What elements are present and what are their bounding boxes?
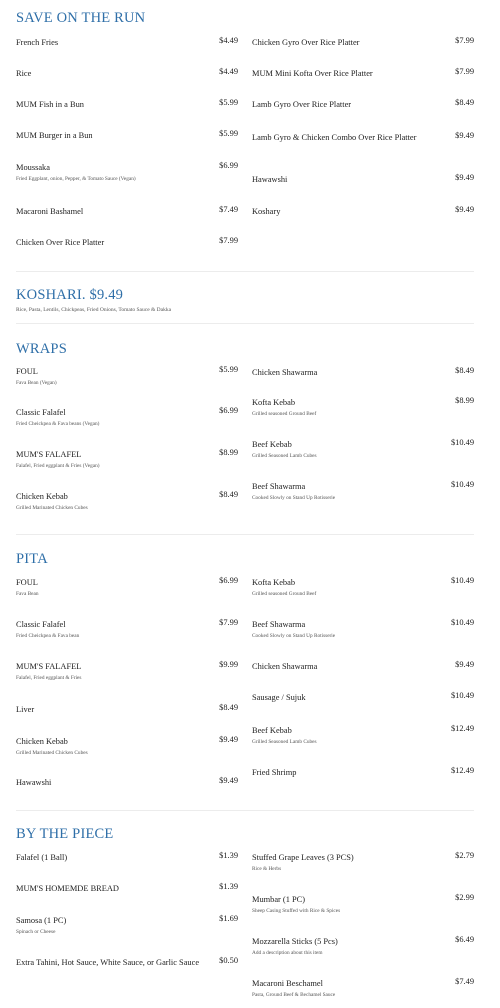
menu-item-liver[interactable] — [16, 704, 238, 715]
item-name: FOUL — [16, 367, 38, 376]
section-divider — [16, 534, 474, 535]
menu-item-beef-shawarma[interactable] — [252, 481, 474, 502]
menu-item-lamb-gyro-over-rice-platter[interactable] — [252, 99, 474, 110]
item-name: Kofta Kebab — [252, 578, 296, 587]
menu-item-classic-falafel[interactable] — [16, 407, 238, 428]
menu-item-chicken-over-rice-platter[interactable] — [16, 237, 238, 248]
menu-item-mum-burger-in-a-bun[interactable] — [16, 130, 238, 141]
item-price: $7.49 — [455, 977, 474, 986]
menu-item-classic-falafel[interactable] — [16, 619, 238, 640]
item-name: Falafel (1 Ball) — [16, 853, 68, 862]
item-price: $9.49 — [219, 735, 238, 744]
menu-item-macaroni-bashamel[interactable] — [16, 206, 238, 217]
item-description: Fava Bean (Vegan) — [16, 380, 57, 386]
item-name: Beef Shawarma — [252, 620, 306, 629]
item-price: $8.49 — [455, 366, 474, 375]
item-name: MUM Fish in a Bun — [16, 100, 84, 109]
item-name: Beef Kebab — [252, 726, 292, 735]
item-price: $6.99 — [219, 406, 238, 415]
section-title-koshari-9-49: KOSHARI. $9.49 — [16, 287, 124, 303]
menu-item-foul[interactable] — [16, 366, 238, 387]
item-price: $7.99 — [455, 36, 474, 45]
item-name: Mozzarella Sticks (5 Pcs) — [252, 937, 338, 946]
item-name: Kofta Kebab — [252, 398, 296, 407]
item-description: Spinach or Cheese — [16, 929, 56, 935]
section-title-wraps: WRAPS — [16, 341, 67, 357]
item-price: $5.99 — [219, 365, 238, 374]
item-name: Liver — [16, 705, 35, 714]
menu-item-beef-kebab[interactable] — [252, 725, 474, 746]
item-price: $2.79 — [455, 851, 474, 860]
item-description: Grilled Seasoned Lamb Cubes — [252, 739, 317, 745]
menu-item-mozzarella-sticks-5-pcs[interactable] — [252, 936, 474, 957]
item-name: MUM'S HOMEMDE BREAD — [16, 884, 119, 893]
item-price: $1.39 — [219, 851, 238, 860]
item-description: Grilled seasoned Ground Beef — [252, 591, 317, 597]
item-price: $5.99 — [219, 129, 238, 138]
item-name: Chicken Over Rice Platter — [16, 238, 105, 247]
section-description: Rice, Pasta, Lentils, Chickpeas, Fried Onions, Tomato Sauce & Dakka — [16, 307, 172, 313]
menu-item-hawawshi[interactable] — [16, 777, 238, 788]
item-description: Cooked Slowly on Stand Up Rotisserie — [252, 495, 336, 501]
item-description: Falafel, Fried eggplant & Fries — [16, 675, 82, 681]
item-price: $8.49 — [219, 490, 238, 499]
item-name: MUM'S FALAFEL — [16, 662, 82, 671]
menu-item-french-fries[interactable] — [16, 37, 238, 48]
item-description: Add a description about this item — [252, 950, 323, 956]
menu-item-chicken-shawarma[interactable] — [252, 661, 474, 672]
item-name: Moussaka — [16, 163, 50, 172]
item-name: Chicken Gyro Over Rice Platter — [252, 38, 360, 47]
item-description: Sheep Casing Stuffed with Rice & Spices — [252, 908, 341, 914]
item-price: $4.49 — [219, 36, 238, 45]
item-description: Grilled seasoned Ground Beef — [252, 411, 317, 417]
item-name: FOUL — [16, 578, 38, 587]
menu-item-falafel-1-ball[interactable] — [16, 852, 238, 863]
menu-item-sausage-sujuk[interactable] — [252, 692, 474, 703]
item-name: Mumbar (1 PC) — [252, 895, 306, 904]
menu-item-hawawshi[interactable] — [252, 174, 474, 185]
item-price: $8.49 — [219, 703, 238, 712]
item-price: $4.49 — [219, 67, 238, 76]
section-title-by-the-piece: BY THE PIECE — [16, 826, 114, 842]
item-name: Hawawshi — [16, 778, 52, 787]
item-name: Chicken Shawarma — [252, 368, 318, 377]
item-name: Sausage / Sujuk — [252, 693, 306, 702]
item-description: Fried Cheickpea & Fava bean — [16, 633, 80, 639]
item-price: $9.49 — [219, 776, 238, 785]
menu-item-mum-s-falafel[interactable] — [16, 661, 238, 682]
item-name: Classic Falafel — [16, 408, 66, 417]
item-name: Classic Falafel — [16, 620, 66, 629]
menu-item-kofta-kebab[interactable] — [252, 397, 474, 418]
item-name: Beef Kebab — [252, 440, 292, 449]
item-name: Chicken Kebab — [16, 737, 68, 746]
menu-item-mum-s-homemde-bread[interactable] — [16, 883, 238, 894]
item-name: MUM Mini Kofta Over Rice Platter — [252, 69, 373, 78]
item-price: $7.49 — [219, 205, 238, 214]
item-description: Grilled Seasoned Lamb Cubes — [252, 453, 317, 459]
item-name: Samosa (1 PC) — [16, 916, 67, 925]
item-name: MUM'S FALAFEL — [16, 450, 82, 459]
menu-item-lamb-gyro-chicken-combo-over-rice-platter[interactable] — [252, 132, 474, 143]
item-name: Lamb Gyro Over Rice Platter — [252, 100, 352, 109]
item-price: $1.39 — [219, 882, 238, 891]
item-name: Koshary — [252, 207, 281, 216]
item-description: Cooked Slowly on Stand Up Rotisserie — [252, 633, 336, 639]
menu-item-fried-shrimp[interactable] — [252, 767, 474, 778]
item-price: $10.49 — [450, 691, 474, 700]
item-description: Rice & Herbs — [252, 866, 282, 872]
menu-item-kofta-kebab[interactable] — [252, 577, 474, 598]
item-name: Macaroni Beschamel — [252, 979, 323, 988]
item-name: Extra Tahini, Hot Sauce, White Sauce, or Garlic Sauce — [16, 958, 200, 967]
item-name: Lamb Gyro & Chicken Combo Over Rice Platter — [252, 133, 417, 142]
menu-item-chicken-kebab[interactable] — [16, 491, 238, 512]
item-price: $9.49 — [455, 173, 474, 182]
menu-item-foul[interactable] — [16, 577, 238, 598]
item-price: $12.49 — [450, 766, 474, 775]
menu-item-beef-kebab[interactable] — [252, 439, 474, 460]
item-price: $7.99 — [455, 67, 474, 76]
item-name: Beef Shawarma — [252, 482, 306, 491]
item-price: $12.49 — [450, 724, 474, 733]
item-name: French Fries — [16, 38, 59, 47]
item-description: Fava Bean — [16, 591, 39, 597]
item-price: $10.49 — [450, 576, 474, 585]
item-name: Fried Shrimp — [252, 768, 297, 777]
item-name: Chicken Kebab — [16, 492, 68, 501]
menu-item-koshary[interactable] — [252, 206, 474, 217]
menu-item-samosa-1-pc[interactable] — [16, 915, 238, 936]
menu-item-stuffed-grape-leaves-3-pcs[interactable] — [252, 852, 474, 873]
item-price: $5.99 — [219, 98, 238, 107]
item-name: Chicken Shawarma — [252, 662, 318, 671]
menu-item-chicken-shawarma[interactable] — [252, 367, 474, 378]
item-description: Fried Eggplant, onion, Pepper, & Tomato Sauce (Vegan) — [16, 176, 136, 182]
item-price: $6.99 — [219, 161, 238, 170]
item-price: $10.49 — [450, 438, 474, 447]
item-price: $1.69 — [219, 914, 238, 923]
item-name: Stuffed Grape Leaves (3 PCS) — [252, 853, 354, 862]
item-price: $10.49 — [450, 618, 474, 627]
menu-item-mum-fish-in-a-bun[interactable] — [16, 99, 238, 110]
section-title-save-on-the-run: SAVE ON THE RUN — [16, 10, 146, 26]
item-price: $0.50 — [219, 956, 238, 965]
item-price: $8.99 — [455, 396, 474, 405]
menu-item-mum-s-falafel[interactable] — [16, 449, 238, 470]
menu-item-mum-mini-kofta-over-rice-platter[interactable] — [252, 68, 474, 79]
item-description: Falafel, Fried eggplant & Fries (Vegan) — [16, 463, 100, 469]
menu-item-macaroni-beschamel[interactable] — [252, 978, 474, 999]
item-name: Hawawshi — [252, 175, 288, 184]
item-price: $10.49 — [450, 480, 474, 489]
section-divider — [16, 810, 474, 811]
menu-item-rice[interactable] — [16, 68, 238, 79]
item-description: Pasta, Ground Beef & Bechamel Sauce — [252, 992, 336, 998]
item-description: Grilled Marinated Chicken Cubes — [16, 505, 88, 511]
section-title-pita: PITA — [16, 551, 48, 567]
item-name: Rice — [16, 69, 32, 78]
item-name: Macaroni Bashamel — [16, 207, 84, 216]
item-price: $9.49 — [455, 660, 474, 669]
section-divider — [16, 271, 474, 272]
item-price: $9.99 — [219, 660, 238, 669]
item-price: $6.49 — [455, 935, 474, 944]
item-description: Fried Cheickpea & Fava beans (Vegan) — [16, 421, 100, 427]
menu-item-extra-tahini-hot-sauce-white-sauce-or-garlic-sauce[interactable] — [16, 957, 238, 968]
item-price: $6.99 — [219, 576, 238, 585]
item-name: MUM Burger in a Bun — [16, 131, 93, 140]
item-price: $9.49 — [455, 205, 474, 214]
menu-item-chicken-kebab[interactable] — [16, 736, 238, 757]
menu-item-beef-shawarma[interactable] — [252, 619, 474, 640]
menu-item-chicken-gyro-over-rice-platter[interactable] — [252, 37, 474, 48]
item-price: $8.99 — [219, 448, 238, 457]
item-description: Grilled Marinated Chicken Cubes — [16, 750, 88, 756]
item-price: $8.49 — [455, 98, 474, 107]
item-price: $7.99 — [219, 618, 238, 627]
menu-item-moussaka[interactable] — [16, 162, 238, 183]
menu-item-mumbar-1-pc[interactable] — [252, 894, 474, 915]
item-price: $9.49 — [455, 131, 474, 140]
item-price: $2.99 — [455, 893, 474, 902]
section-divider — [16, 323, 474, 324]
item-price: $7.99 — [219, 236, 238, 245]
